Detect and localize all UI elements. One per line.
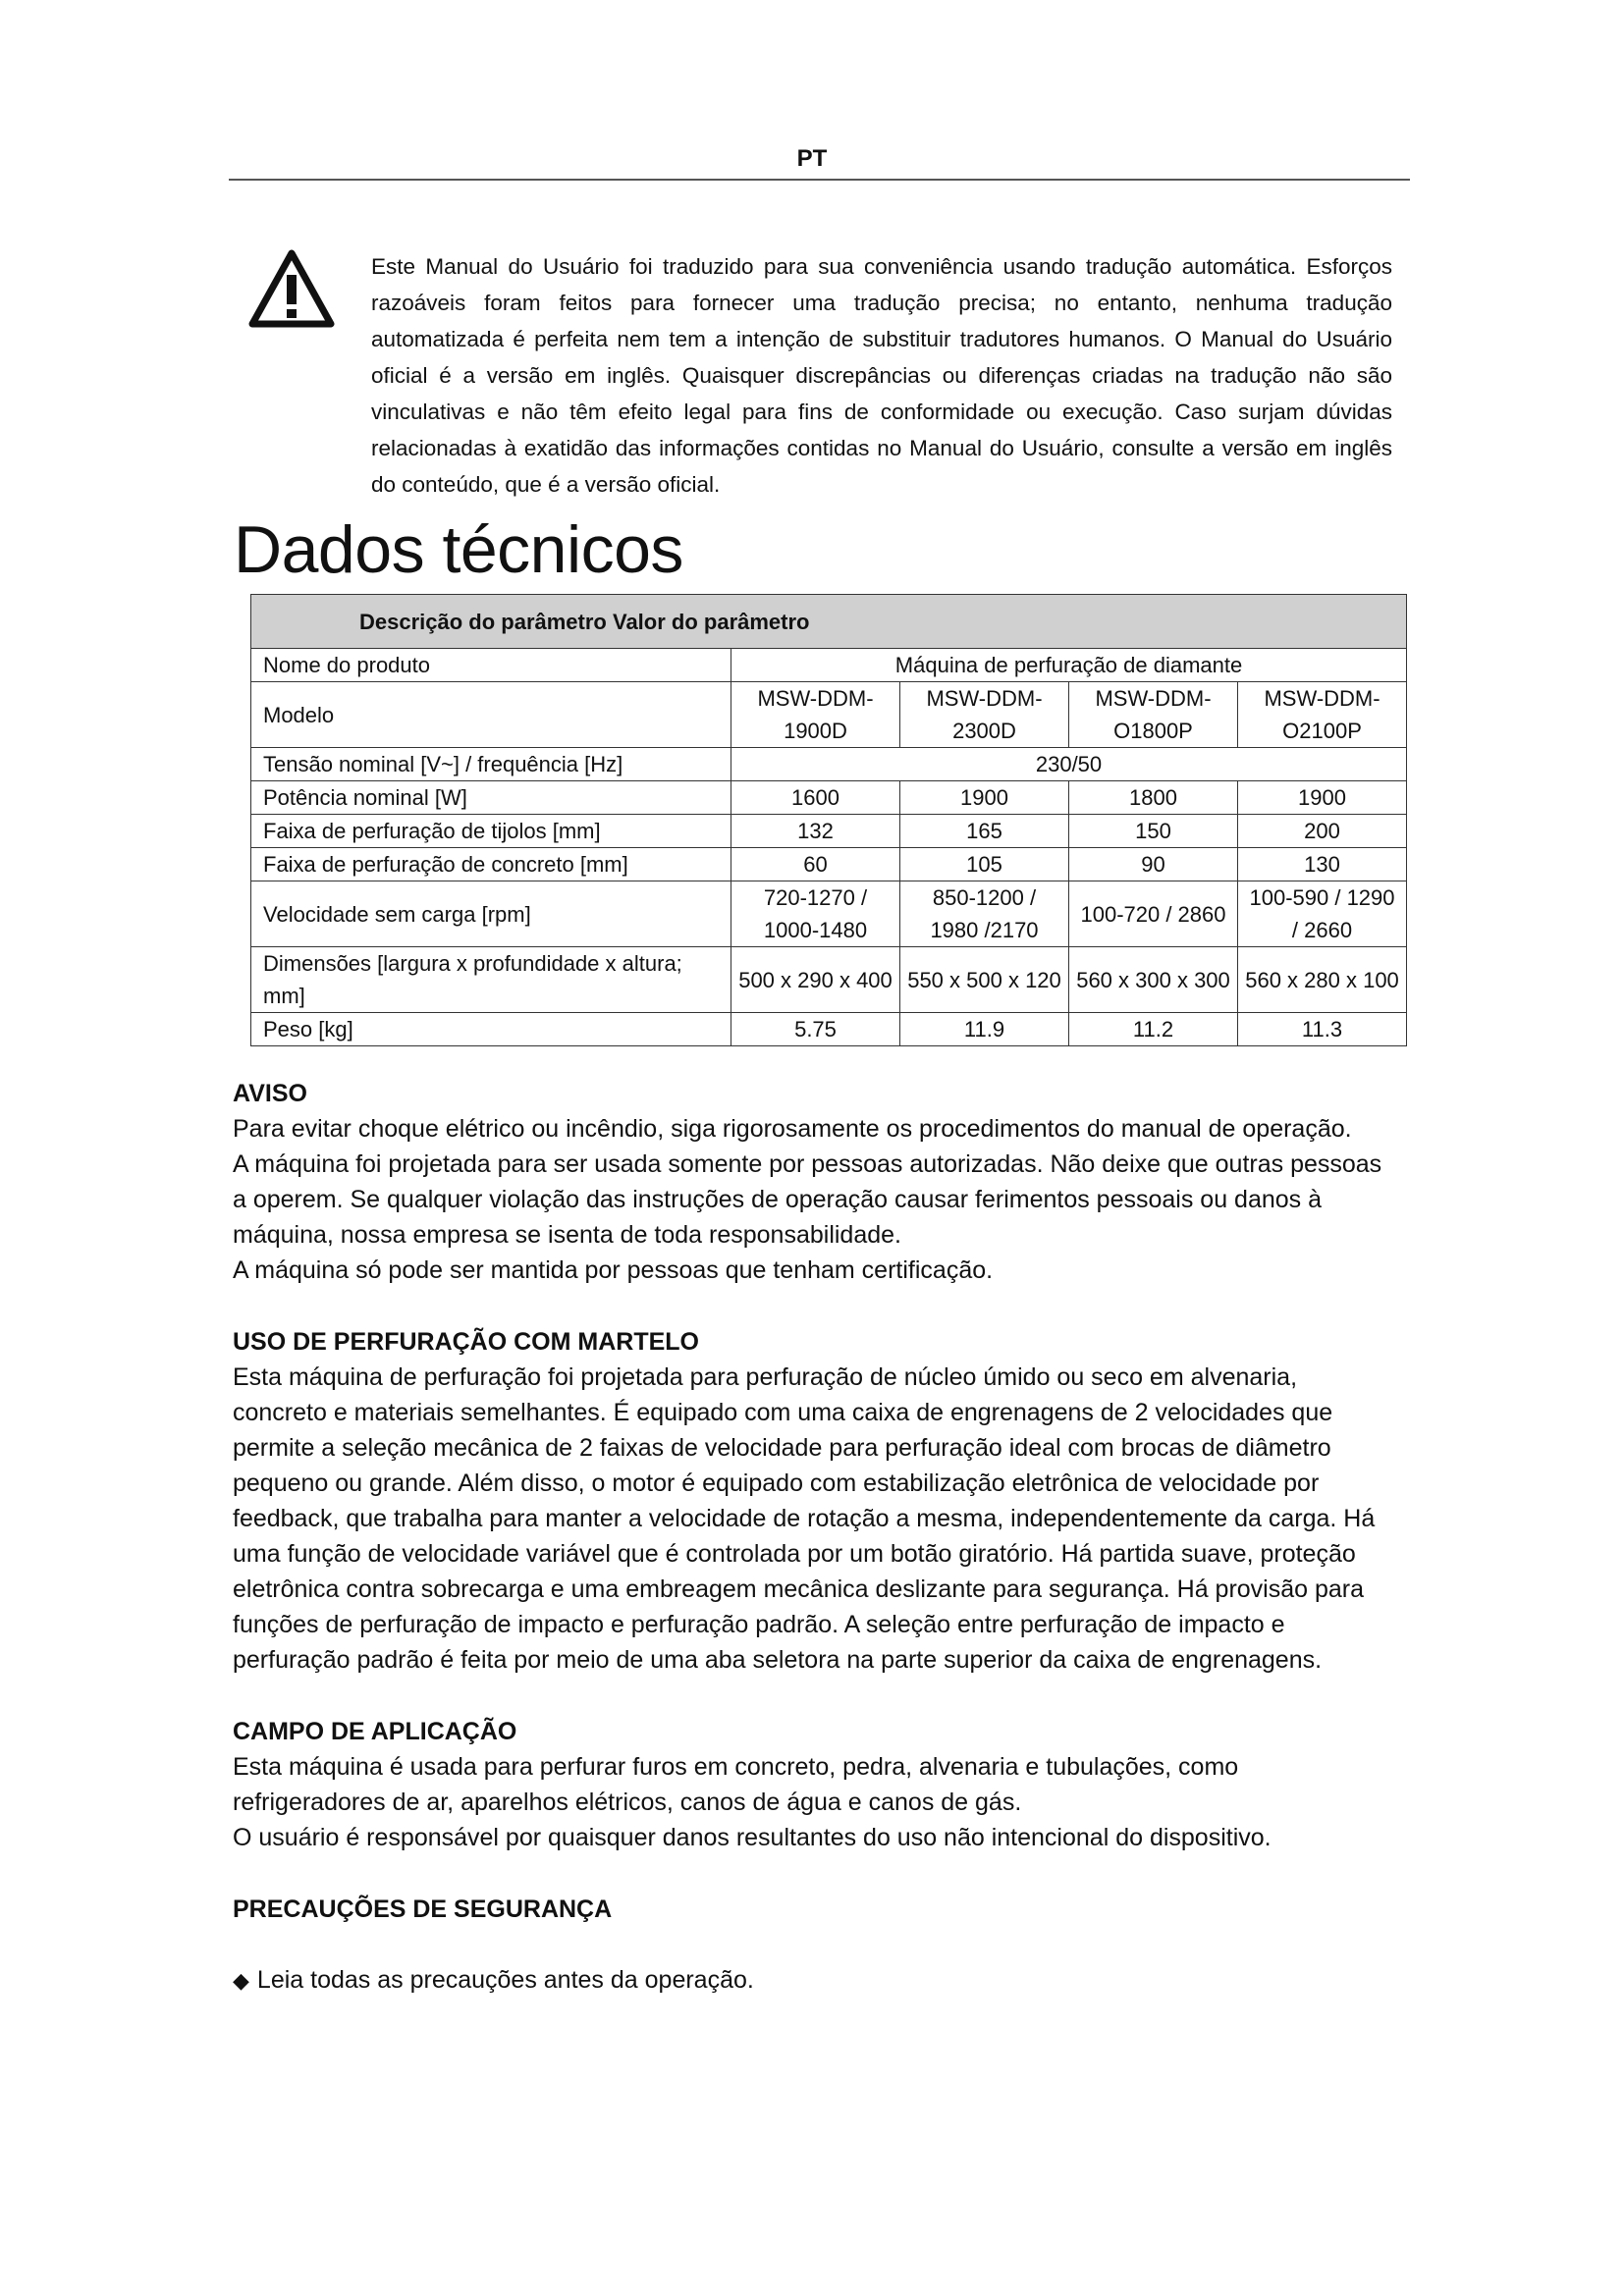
table-row [251, 748, 1407, 781]
cell-value: 500 x 290 x 400 [731, 947, 900, 1013]
table-header: Descrição do parâmetro Valor do parâmetro [251, 595, 1407, 649]
row-label: Faixa de perfuração de tijolos [mm] [251, 815, 731, 848]
table-row [251, 1013, 1407, 1046]
row-label: Tensão nominal [V~] / frequência [Hz] [251, 748, 731, 781]
uso-heading: USO DE PERFURAÇÃO COM MARTELO [233, 1328, 699, 1356]
technical-data-table [250, 594, 1407, 1046]
cell-value: 132 [731, 815, 900, 848]
disclaimer-text: Este Manual do Usuário foi traduzido para sua conveniência usando tradução automática. Esforços razoáveis foram feitos para fornecer uma tradução precisa; no entanto, nenhuma tradução automatizada é perfeita nem tem a intenção de substituir tradutores humanos. O Manual do Usuário oficial é a versão em inglês. Quaisquer discrepâncias ou diferenças criadas na tradução não são vinculativas e não têm efeito legal para fins de conformidade ou execução. Caso surjam dúvidas relacionadas à exatidão das informações contidas no Manual do Usuário, consulte a versão em inglês do conteúdo, que é a versão oficial. [371, 254, 1392, 497]
row-label: Peso [kg] [251, 1013, 731, 1046]
cell-value: 11.2 [1069, 1013, 1238, 1046]
page-language-label: PT [796, 145, 828, 172]
table-row [251, 848, 1407, 881]
table-row [251, 682, 1407, 748]
row-label: Faixa de perfuração de concreto [mm] [251, 848, 731, 881]
cell-value: 60 [731, 848, 900, 881]
cell-value: 1900 [1238, 781, 1407, 815]
row-label: Modelo [251, 682, 731, 748]
cell-value: 550 x 500 x 120 [900, 947, 1069, 1013]
cell-value: 720-1270 / 1000-1480 [731, 881, 900, 947]
cell-value: 230/50 [731, 748, 1407, 781]
table-row [251, 649, 1407, 682]
campo-paragraph: Esta máquina é usada para perfurar furos em concreto, pedra, alvenaria e tubulações, como refrigeradores de ar, aparelhos elétricos, canos de água e canos de gás. [233, 1753, 1239, 1816]
header-rule [229, 179, 1410, 181]
manual-body [233, 1076, 1397, 1999]
cell-value: 100-590 / 1290 / 2660 [1238, 881, 1407, 947]
cell-value: 105 [900, 848, 1069, 881]
table-row [251, 815, 1407, 848]
cell-value: 100-720 / 2860 [1069, 881, 1238, 947]
cell-value: 165 [900, 815, 1069, 848]
aviso-paragraph: A máquina só pode ser mantida por pessoas que tenham certificação. [233, 1256, 994, 1284]
aviso-paragraph: A máquina foi projetada para ser usada somente por pessoas autorizadas. Não deixe que outras pessoas a operem. Se qualquer violação das instruções de operação causar ferimentos pessoais ou danos à máquina, nossa empresa se isenta de toda responsabilidade. [233, 1150, 1382, 1249]
row-label: Velocidade sem carga [rpm] [251, 881, 731, 947]
aviso-heading: AVISO [233, 1080, 307, 1107]
cell-value: Máquina de perfuração de diamante [731, 649, 1407, 682]
row-label: Potência nominal [W] [251, 781, 731, 815]
row-label: Dimensões [largura x profundidade x altura; mm] [251, 947, 731, 1013]
table-row [251, 781, 1407, 815]
cell-value: 90 [1069, 848, 1238, 881]
table-row [251, 947, 1407, 1013]
cell-value: MSW-DDM-2300D [900, 682, 1069, 748]
diamond-bullet-icon: ◆ [233, 1968, 249, 1993]
campo-heading: CAMPO DE APLICAÇÃO [233, 1718, 517, 1745]
cell-value: 11.3 [1238, 1013, 1407, 1046]
uso-paragraph: Esta máquina de perfuração foi projetada para perfuração de núcleo úmido ou seco em alvenaria, concreto e materiais semelhantes. É equipado com uma caixa de engrenagens de 2 velocidades que permite a seleção mecânica de 2 faixas de velocidade para perfuração ideal com brocas de diâmetro pequeno ou grande. Além disso, o motor é equipado com estabilização eletrônica de velocidade por feedback, que trabalha para manter a velocidade de rotação a mesma, independentemente da carga. Há uma função de velocidade variável que é controlada por um botão giratório. Há partida suave, proteção eletrônica contra sobrecarga e uma embreagem mecânica deslizante para segurança. Há provisão para funções de perfuração de impacto e perfuração padrão. A seleção entre perfuração de impacto e perfuração padrão é feita por meio de uma aba seletora na parte superior da caixa de engrenagens. [233, 1363, 1376, 1674]
cell-value: 1900 [900, 781, 1069, 815]
table-header-row [251, 595, 1407, 649]
cell-value: 850-1200 / 1980 /2170 [900, 881, 1069, 947]
cell-value: 1800 [1069, 781, 1238, 815]
cell-value: 1600 [731, 781, 900, 815]
cell-value: 200 [1238, 815, 1407, 848]
bullet-text: Leia todas as precauções antes da operação. [256, 1966, 754, 1994]
cell-value: 11.9 [900, 1013, 1069, 1046]
cell-value: 150 [1069, 815, 1238, 848]
cell-value: 5.75 [731, 1013, 900, 1046]
table-row [251, 881, 1407, 947]
cell-value: MSW-DDM-O2100P [1238, 682, 1407, 748]
warning-triangle-icon [247, 247, 336, 330]
cell-value: MSW-DDM-1900D [731, 682, 900, 748]
cell-value: 560 x 300 x 300 [1069, 947, 1238, 1013]
cell-value: 560 x 280 x 100 [1238, 947, 1407, 1013]
cell-value: 130 [1238, 848, 1407, 881]
campo-paragraph: O usuário é responsável por quaisquer danos resultantes do uso não intencional do dispositivo. [233, 1824, 1272, 1851]
cell-value: MSW-DDM-O1800P [1069, 682, 1238, 748]
precaucoes-bullet-item [233, 1962, 1397, 1999]
aviso-paragraph: Para evitar choque elétrico ou incêndio, siga rigorosamente os procedimentos do manual de operação. [233, 1115, 1352, 1143]
translation-disclaimer [371, 248, 1392, 503]
page-title: Dados técnicos [234, 512, 683, 587]
precaucoes-heading: PRECAUÇÕES DE SEGURANÇA [233, 1896, 613, 1923]
row-label: Nome do produto [251, 649, 731, 682]
